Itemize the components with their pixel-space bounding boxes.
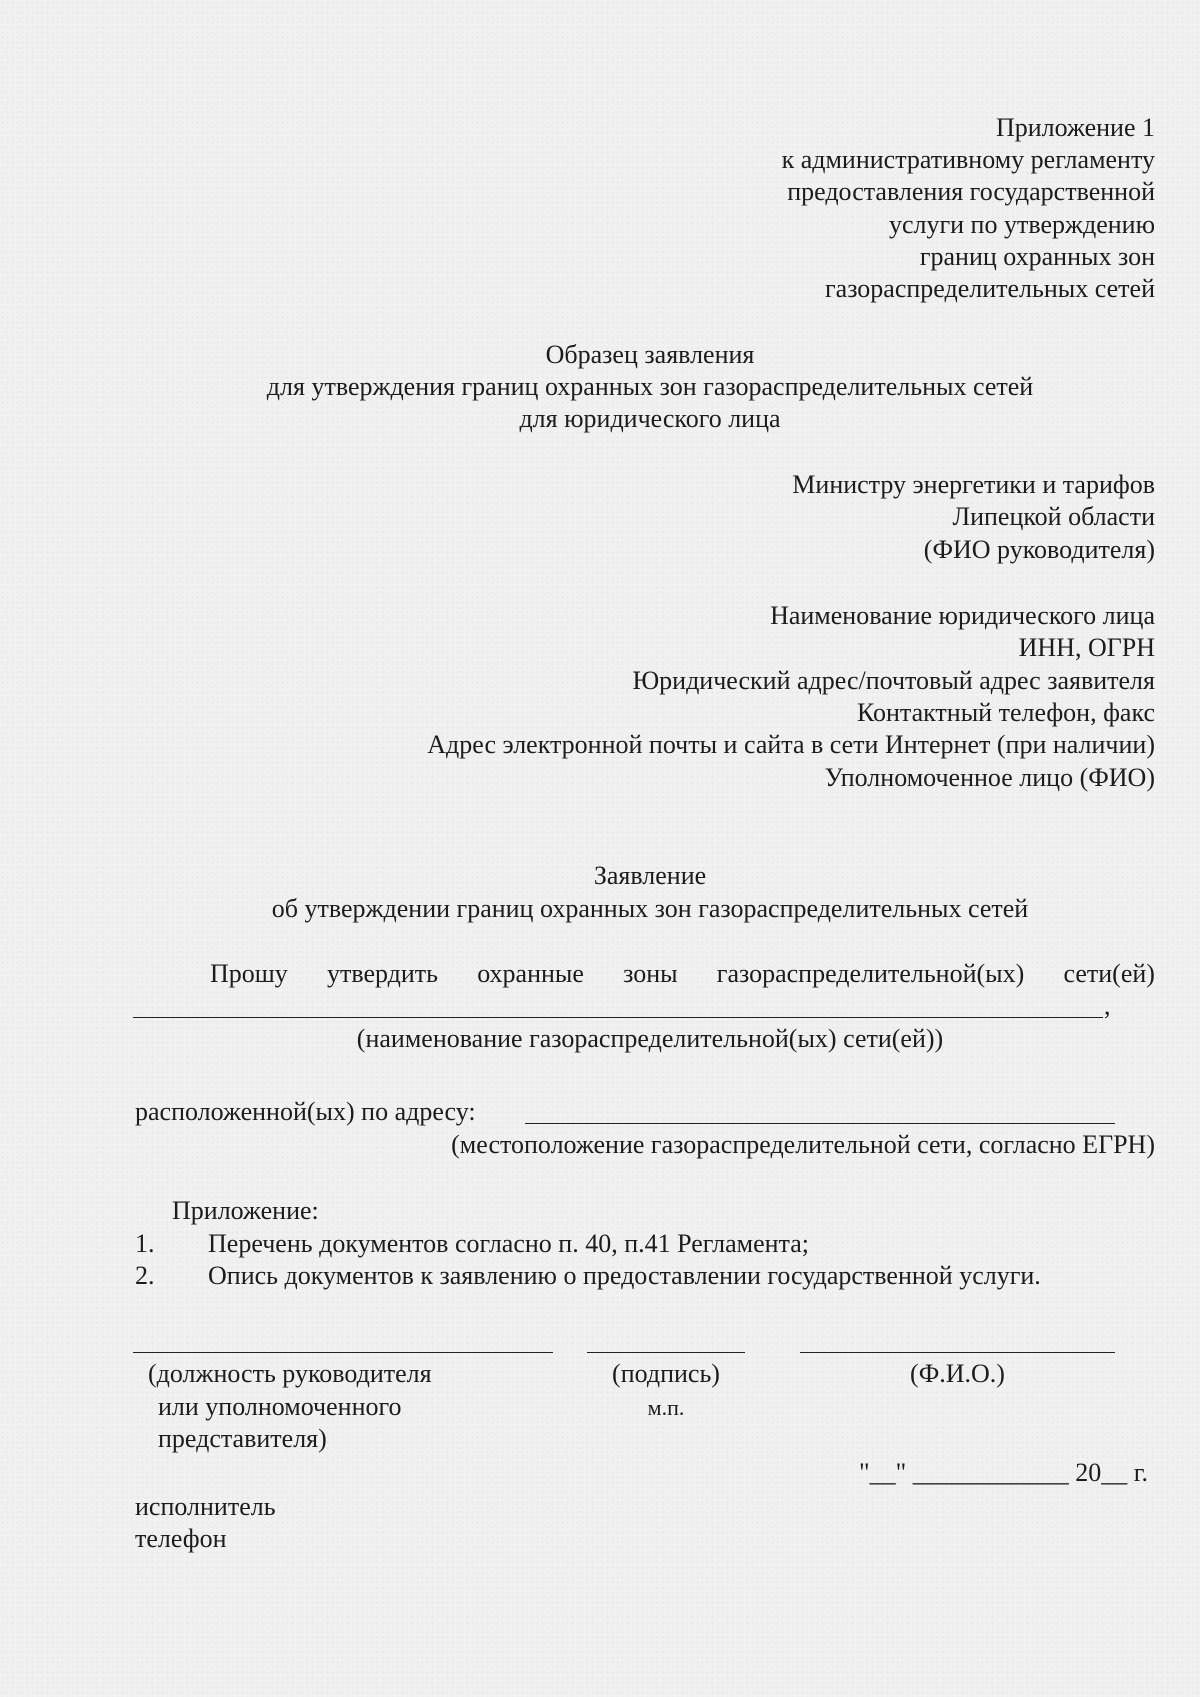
network-name-blank[interactable] [133,1017,1103,1018]
request-text [210,958,1155,990]
request-word: охранные [477,959,584,988]
applicant-line: Уполномоченное лицо (ФИО) [824,763,1155,792]
sample-title: Образец заявления [545,340,755,369]
position-caption: представителя) [158,1424,327,1453]
statement-title: Заявление [593,861,707,890]
applicant-line: Контактный телефон, факс [856,698,1155,727]
addressee-line: Министру энергетики и тарифов [792,470,1155,499]
seal-caption: м.п. [647,1395,685,1420]
request-word: утвердить [326,959,439,988]
network-comma: , [1104,991,1111,1020]
request-word: Прошу [210,959,288,988]
applicant-line: Адрес электронной почты и сайта в сети Интернет (при наличии) [427,730,1155,759]
signature-caption: (подпись) [612,1359,720,1388]
statement-subtitle: об утверждении границ охранных зон газораспределительных сетей [271,894,1029,923]
addressee-line: Липецкой области [952,502,1155,531]
name-caption: (Ф.И.О.) [910,1359,1005,1388]
address-blank[interactable] [525,1123,1115,1124]
signature-blank[interactable] [587,1352,745,1353]
sample-subtitle: для юридического лица [519,404,781,433]
applicant-line: ИНН, ОГРН [1018,633,1155,662]
date-field[interactable] [859,1457,1148,1489]
date-quote: " [859,1458,870,1487]
attachment-number: 1. [135,1229,155,1258]
attachments-title: Приложение: [172,1196,319,1225]
address-label: расположенной(ых) по адресу: [135,1097,476,1126]
name-blank[interactable] [800,1352,1115,1353]
attachment-text: Опись документов к заявлению о предоставлении государственной услуги. [208,1261,1041,1290]
date-year-prefix: 20 [1075,1458,1102,1487]
phone-label: телефон [135,1524,227,1553]
addressee-line: (ФИО руководителя) [923,535,1155,564]
date-day-blank[interactable]: __ [869,1458,896,1487]
position-caption: (должность руководителя [148,1359,432,1388]
sample-subtitle: для утверждения границ охранных зон газораспределительных сетей [266,372,1034,401]
header-line: к административному регламенту [781,145,1155,174]
network-name-hint: (наименование газораспределительной(ых) сети(ей)) [356,1024,944,1053]
date-year-blank[interactable]: __ [1101,1458,1128,1487]
date-suffix: г. [1133,1458,1148,1487]
date-month-blank[interactable]: ____________ [912,1458,1069,1487]
request-word: сети(ей) [1063,959,1155,988]
request-word: газораспределительной(ых) [716,959,1025,988]
header-line: Приложение 1 [995,113,1155,142]
header-line: газораспределительных сетей [824,274,1155,303]
executor-label: исполнитель [135,1492,276,1521]
address-hint: (местоположение газораспределительной сети, согласно ЕГРН) [451,1130,1155,1159]
attachment-text: Перечень документов согласно п. 40, п.41 Регламента; [208,1229,809,1258]
request-word: зоны [623,959,678,988]
position-blank[interactable] [133,1352,553,1353]
applicant-line: Наименование юридического лица [770,601,1155,630]
attachment-number: 2. [135,1261,155,1290]
date-quote: " [895,1458,907,1487]
header-line: услуги по утверждению [888,210,1155,239]
header-line: границ охранных зон [919,242,1155,271]
applicant-line: Юридический адрес/почтовый адрес заявителя [632,666,1155,695]
header-line: предоставления государственной [787,177,1155,206]
position-caption: или уполномоченного [158,1392,402,1421]
